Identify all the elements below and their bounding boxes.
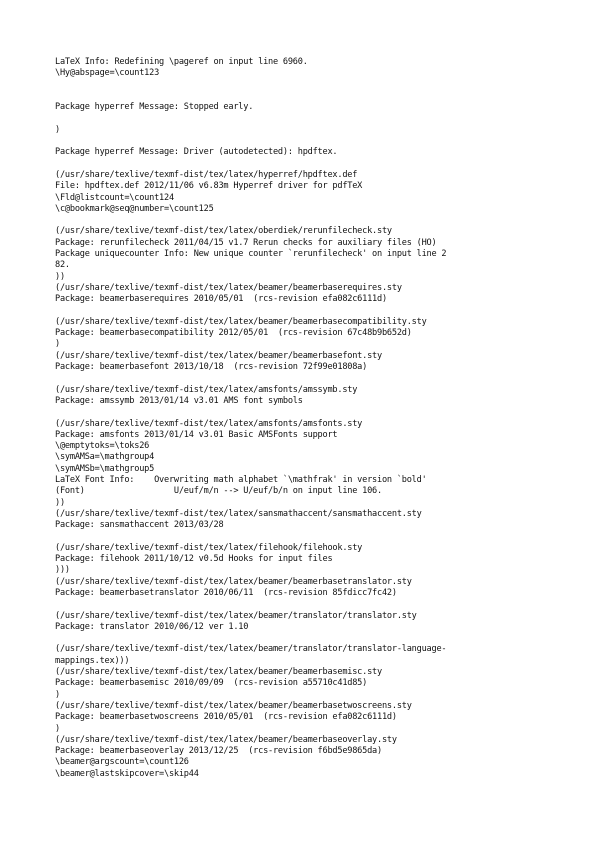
- log-line: \beamer@argscount=\count126: [55, 757, 189, 768]
- log-line: [55, 306, 545, 317]
- log-line: (/usr/share/texlive/texmf-dist/tex/latex/beamer/beamerbasemisc.sty: [55, 667, 382, 678]
- log-line: [55, 91, 545, 102]
- log-text-block: [55, 57, 545, 780]
- log-line: [55, 113, 545, 124]
- log-line: Package: beamerbasetranslator 2010/06/11 (rcs-revision 85fdicc7fc42): [55, 587, 397, 598]
- log-line: (Font) U/euf/m/n --> U/euf/b/n on input line 106.: [55, 486, 382, 497]
- log-line: Package: translator 2010/06/12 ver 1.10: [55, 621, 249, 632]
- log-line: ): [55, 124, 60, 135]
- log-line: (/usr/share/texlive/texmf-dist/tex/latex/amsfonts/amssymb.sty: [55, 384, 358, 395]
- log-line: \symAMSa=\mathgroup4: [55, 452, 155, 463]
- log-line: (/usr/share/texlive/texmf-dist/tex/latex/filehook/filehook.sty: [55, 542, 363, 553]
- log-line: Package: beamerbaseoverlay 2013/12/25 (rcs-revision f6bd5e9865da): [55, 746, 382, 757]
- log-line: ))): [55, 565, 70, 576]
- log-line: Package hyperref Message: Driver (autodetected): hpdftex.: [55, 147, 338, 158]
- log-line: [55, 373, 545, 384]
- log-line: Package hyperref Message: Stopped early.: [55, 102, 254, 113]
- log-line: Package: sansmathaccent 2013/03/28: [55, 520, 224, 531]
- log-line: 82.: [55, 260, 70, 271]
- log-line: Package: filehook 2011/10/12 v0.5d Hooks for input files: [55, 554, 333, 565]
- log-line: [55, 80, 545, 91]
- log-line: (/usr/share/texlive/texmf-dist/tex/latex/oberdiek/rerunfilecheck.sty: [55, 226, 392, 237]
- log-line: \Hy@abspage=\count123: [55, 68, 160, 79]
- log-line: (/usr/share/texlive/texmf-dist/tex/latex/amsfonts/amsfonts.sty: [55, 418, 363, 429]
- log-line: )): [55, 271, 65, 282]
- log-line: Package: beamerbasemisc 2010/09/09 (rcs-revision a55710c41d85): [55, 678, 368, 689]
- log-line: ): [55, 723, 60, 734]
- log-line: [55, 407, 545, 418]
- log-line: Package: beamerbaserequires 2010/05/01 (rcs-revision efa082c6111d): [55, 294, 387, 305]
- log-line: LaTeX Font Info: Overwriting math alphabet `\mathfrak' in version `bold': [55, 474, 427, 485]
- log-line: Package: rerunfilecheck 2011/04/15 v1.7 Rerun checks for auxiliary files (HO): [55, 237, 437, 248]
- log-line: [55, 215, 545, 226]
- log-line: (/usr/share/texlive/texmf-dist/tex/latex/beamer/translator/translator.sty: [55, 610, 417, 621]
- log-line: ): [55, 689, 60, 700]
- log-line: \@emptytoks=\toks26: [55, 441, 150, 452]
- log-line: (/usr/share/texlive/texmf-dist/tex/latex/beamer/beamerbasecompatibility.sty: [55, 316, 427, 327]
- log-line: (/usr/share/texlive/texmf-dist/tex/latex/sansmathaccent/sansmathaccent.sty: [55, 508, 422, 519]
- log-line: )): [55, 497, 65, 508]
- log-line: Package: amsfonts 2013/01/14 v3.01 Basic AMSFonts support: [55, 429, 338, 440]
- log-line: \symAMSb=\mathgroup5: [55, 463, 155, 474]
- log-line: Package uniquecounter Info: New unique counter `rerunfilecheck' on input line 2: [55, 249, 447, 260]
- log-line: Package: beamerbasetwoscreens 2010/05/01 (rcs-revision efa082c6111d): [55, 712, 397, 723]
- log-line: \beamer@lastskipcover=\skip44: [55, 768, 199, 779]
- log-line: (/usr/share/texlive/texmf-dist/tex/latex/beamer/beamerbasetwoscreens.sty: [55, 700, 412, 711]
- log-line: [55, 531, 545, 542]
- log-line: Package: beamerbasecompatibility 2012/05/01 (rcs-revision 67c48b9b652d): [55, 328, 412, 339]
- log-line: \c@bookmark@seq@number=\count125: [55, 203, 214, 214]
- log-line: (/usr/share/texlive/texmf-dist/tex/latex/beamer/beamerbaseoverlay.sty: [55, 734, 397, 745]
- log-line: \Fld@listcount=\count124: [55, 192, 174, 203]
- log-line: [55, 136, 545, 147]
- log-line: (/usr/share/texlive/texmf-dist/tex/latex/beamer/beamerbaserequires.sty: [55, 282, 402, 293]
- log-line: Package: beamerbasefont 2013/10/18 (rcs-revision 72f99e01808a): [55, 362, 368, 373]
- log-line: mappings.tex))): [55, 655, 130, 666]
- log-line: ): [55, 339, 60, 350]
- log-line: (/usr/share/texlive/texmf-dist/tex/latex/beamer/translator/translator-language-: [55, 644, 447, 655]
- log-line: (/usr/share/texlive/texmf-dist/tex/latex/beamer/beamerbasetranslator.sty: [55, 576, 412, 587]
- log-line: LaTeX Info: Redefining \pageref on input line 6960.: [55, 57, 308, 67]
- log-line: (/usr/share/texlive/texmf-dist/tex/latex/beamer/beamerbasefont.sty: [55, 350, 382, 361]
- log-line: (/usr/share/texlive/texmf-dist/tex/latex/hyperref/hpdftex.def: [55, 169, 358, 180]
- log-line: [55, 633, 545, 644]
- log-line: [55, 159, 545, 170]
- log-line: Package: amssymb 2013/01/14 v3.01 AMS font symbols: [55, 395, 303, 406]
- log-line: [55, 599, 545, 610]
- log-line: File: hpdftex.def 2012/11/06 v6.83m Hyperref driver for pdfTeX: [55, 181, 363, 192]
